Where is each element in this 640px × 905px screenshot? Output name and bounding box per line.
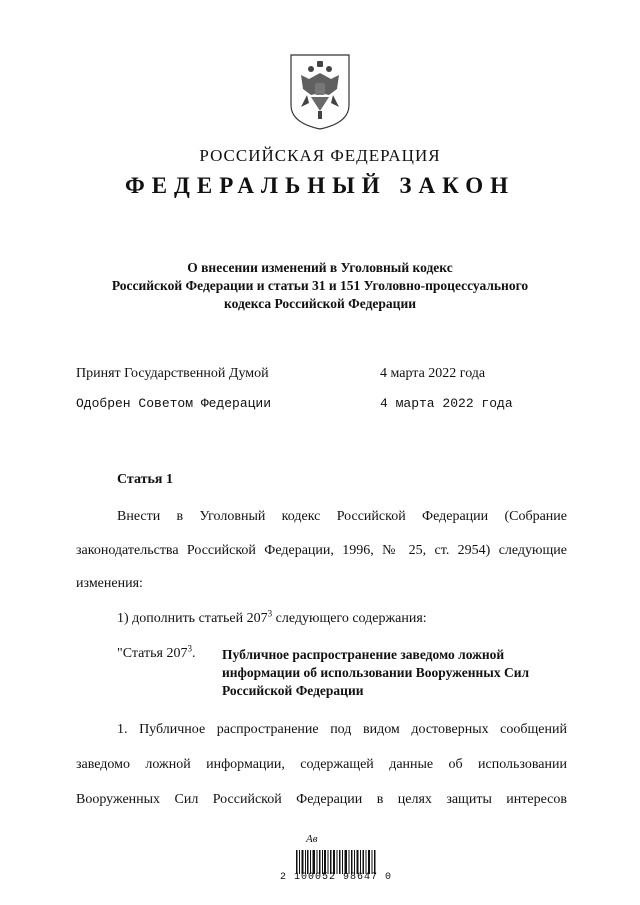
article-1-text-line-1: Внести в Уголовный кодекс Российской Федерации (Собрание [117, 509, 567, 524]
amendment-item-1 [117, 608, 427, 627]
article-1-text-line-2: законодательства Российской Федерации, 1996, № 25, ст. 2954) следующие [76, 543, 567, 558]
document-type: ФЕДЕРАЛЬНЫЙ ЗАКОН [124, 173, 516, 198]
amendment-item-1-suffix: следующего содержания: [272, 611, 427, 626]
law-title-line-3: кодекса Российской Федерации [223, 296, 417, 311]
paragraph-1-line-2: заведомо ложной информации, содержащей данные об использовании [76, 757, 567, 772]
article-1-text-line-3: изменения: [76, 576, 143, 591]
article-207-label [117, 643, 196, 662]
barcode-number: 2 100052 98647 0 [279, 872, 392, 883]
amendment-item-1-prefix: 1) дополнить статьей 207 [117, 611, 268, 626]
council-approval-date: 4 марта 2022 года [380, 396, 513, 411]
article-207-label-end: . [191, 646, 196, 661]
paragraph-1-line-1: 1. Публичное распространение под видом достоверных сообщений [117, 722, 567, 737]
article-207-label-text: "Статья 207 [117, 646, 188, 661]
article-1-heading: Статья 1 [117, 472, 173, 487]
law-title-line-2: Российской Федерации и статьи 31 и 151 Уголовно-процессуального [111, 278, 529, 293]
law-title-line-1: О внесении изменений в Уголовный кодекс [187, 260, 453, 275]
amendment-item-1-superscript: 3 [267, 608, 273, 619]
duma-adoption-label: Принят Государственной Думой [76, 366, 269, 381]
state-emblem-icon [287, 53, 353, 131]
council-approval-label: Одобрен Советом Федерации [76, 396, 272, 411]
article-207-title: Публичное распространение заведомо ложной информации об использовании Вооруженных Сил Российской Федерации [222, 647, 530, 698]
duma-adoption-date: 4 марта 2022 года [380, 366, 486, 381]
article-207-label-superscript: 3 [187, 643, 192, 654]
handwritten-initials: Ав [306, 833, 318, 845]
country-name: РОССИЙСКАЯ ФЕДЕРАЦИЯ [199, 146, 441, 165]
barcode-icon [296, 850, 376, 874]
paragraph-1-line-3: Вооруженных Сил Российской Федерации в целях защиты интересов [76, 792, 567, 807]
